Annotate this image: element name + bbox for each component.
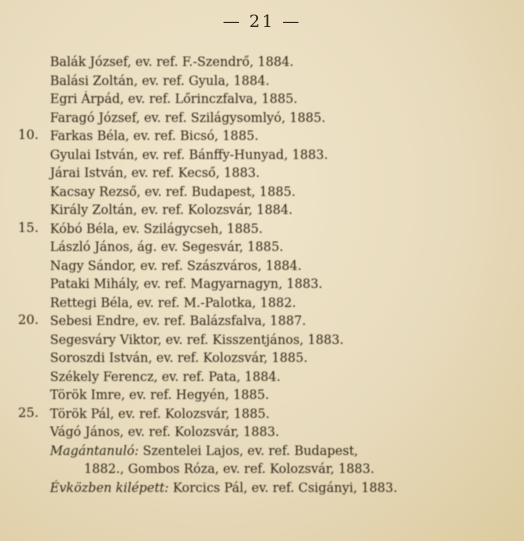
entry-number: 10. xyxy=(18,128,39,143)
entry-body: Vágó János, ev. ref. Kolozsvár, 1883. xyxy=(50,424,280,439)
list-item xyxy=(0,72,524,91)
entry-number: 15. xyxy=(18,220,39,236)
entry-body: László János, ág. ev. Segesvár, 1885. xyxy=(50,239,284,254)
list-item xyxy=(0,275,524,294)
list-item xyxy=(0,294,524,313)
list-item xyxy=(0,146,524,165)
entry-text xyxy=(50,183,296,202)
entry-number: 25. xyxy=(18,405,39,421)
entry-body: Kacsay Rezső, ev. ref. Budapest, 1885. xyxy=(50,183,296,199)
entry-body: Székely Ferencz, ev. ref. Pata, 1884. xyxy=(50,368,281,384)
entry-text xyxy=(50,331,344,350)
entry-body: Faragó József, ev. ref. Szilágysomlyó, 1885. xyxy=(50,109,326,125)
entry-body: Farkas Béla, ev. ref. Bicsó, 1885. xyxy=(50,128,259,143)
entry-body: Szentelei Lajos, ev. ref. Budapest, xyxy=(138,442,359,458)
list-item xyxy=(0,368,524,387)
list-item xyxy=(0,479,524,498)
list-item xyxy=(0,220,524,239)
list-item xyxy=(0,164,524,183)
entry-text xyxy=(50,53,294,72)
entry-body: Török Imre, ev. ref. Hegyén, 1885. xyxy=(50,387,270,402)
list-item xyxy=(0,386,524,405)
entry-body: Király Zoltán, ev. ref. Kolozsvár, 1884. xyxy=(50,202,293,217)
list-item xyxy=(0,460,524,479)
entry-text xyxy=(50,405,270,424)
entry-body: Segesváry Viktor, ev. ref. Kisszentjános, 1883. xyxy=(50,331,344,347)
list-item xyxy=(0,423,524,442)
entry-body: Rettegi Béla, ev. ref. M.-Palotka, 1882. xyxy=(50,294,297,310)
entry-text xyxy=(50,127,258,146)
student-list xyxy=(0,53,524,497)
entry-text xyxy=(50,294,296,313)
list-item xyxy=(0,257,524,276)
entry-body: Pataki Mihály, ev. ref. Magyarnagyn, 1883. xyxy=(50,276,323,291)
entry-body: Balák József, ev. ref. F.-Szendrő, 1884. xyxy=(50,54,294,69)
entry-heading: Évközben kilépett: xyxy=(50,479,169,495)
page-number: — 21 — xyxy=(222,12,302,32)
entry-text xyxy=(50,368,281,387)
entry-text xyxy=(50,312,306,331)
entry-body: Balási Zoltán, ev. ref. Gyula, 1884. xyxy=(50,72,270,88)
entry-body: Török Pál, ev. ref. Kolozsvár, 1885. xyxy=(50,405,270,421)
entry-body: Korcics Pál, ev. ref. Csigányi, 1883. xyxy=(168,479,398,495)
entry-text xyxy=(50,238,283,257)
entry-text xyxy=(50,386,269,405)
list-item xyxy=(0,331,524,350)
list-item xyxy=(0,201,524,220)
entry-body: Járai István, ev. ref. Kecső, 1883. xyxy=(50,165,260,180)
entry-text xyxy=(50,423,279,442)
list-item xyxy=(0,109,524,128)
entry-body: Sebesi Endre, ev. ref. Balázsfalva, 1887. xyxy=(50,313,306,328)
entry-text xyxy=(50,275,323,294)
list-item xyxy=(0,349,524,368)
list-item xyxy=(0,183,524,202)
entry-number: 20. xyxy=(18,313,39,328)
entry-text xyxy=(50,90,298,109)
list-item xyxy=(0,238,524,257)
entry-text xyxy=(50,220,263,239)
entry-text xyxy=(84,460,374,479)
list-item xyxy=(0,442,524,461)
list-item xyxy=(0,127,524,146)
entry-text xyxy=(50,72,270,91)
entry-body: Gyulai István, ev. ref. Bánffy-Hunyad, 1883. xyxy=(50,146,329,162)
entry-text xyxy=(50,442,358,461)
entry-text xyxy=(50,479,397,498)
list-item xyxy=(0,405,524,424)
entry-text xyxy=(50,164,260,183)
entry-body: Egri Árpád, ev. ref. Lőrinczfalva, 1885. xyxy=(50,91,298,106)
entry-text xyxy=(50,146,328,165)
entry-body: Soroszdi István, ev. ref. Kolozsvár, 1885. xyxy=(50,350,308,365)
entry-text xyxy=(50,257,302,276)
entry-text xyxy=(50,201,293,220)
entry-text xyxy=(50,349,308,368)
entry-text xyxy=(50,109,326,128)
list-item xyxy=(0,312,524,331)
entry-body: 1882., Gombos Róza, ev. ref. Kolozsvár, 1883. xyxy=(84,461,375,476)
entry-body: Nagy Sándor, ev. ref. Szászváros, 1884. xyxy=(50,257,302,273)
entry-body: Kóbó Béla, ev. Szilágycseh, 1885. xyxy=(50,220,263,236)
list-item xyxy=(0,90,524,109)
entry-heading: Magántanuló: xyxy=(50,442,139,458)
list-item xyxy=(0,53,524,72)
